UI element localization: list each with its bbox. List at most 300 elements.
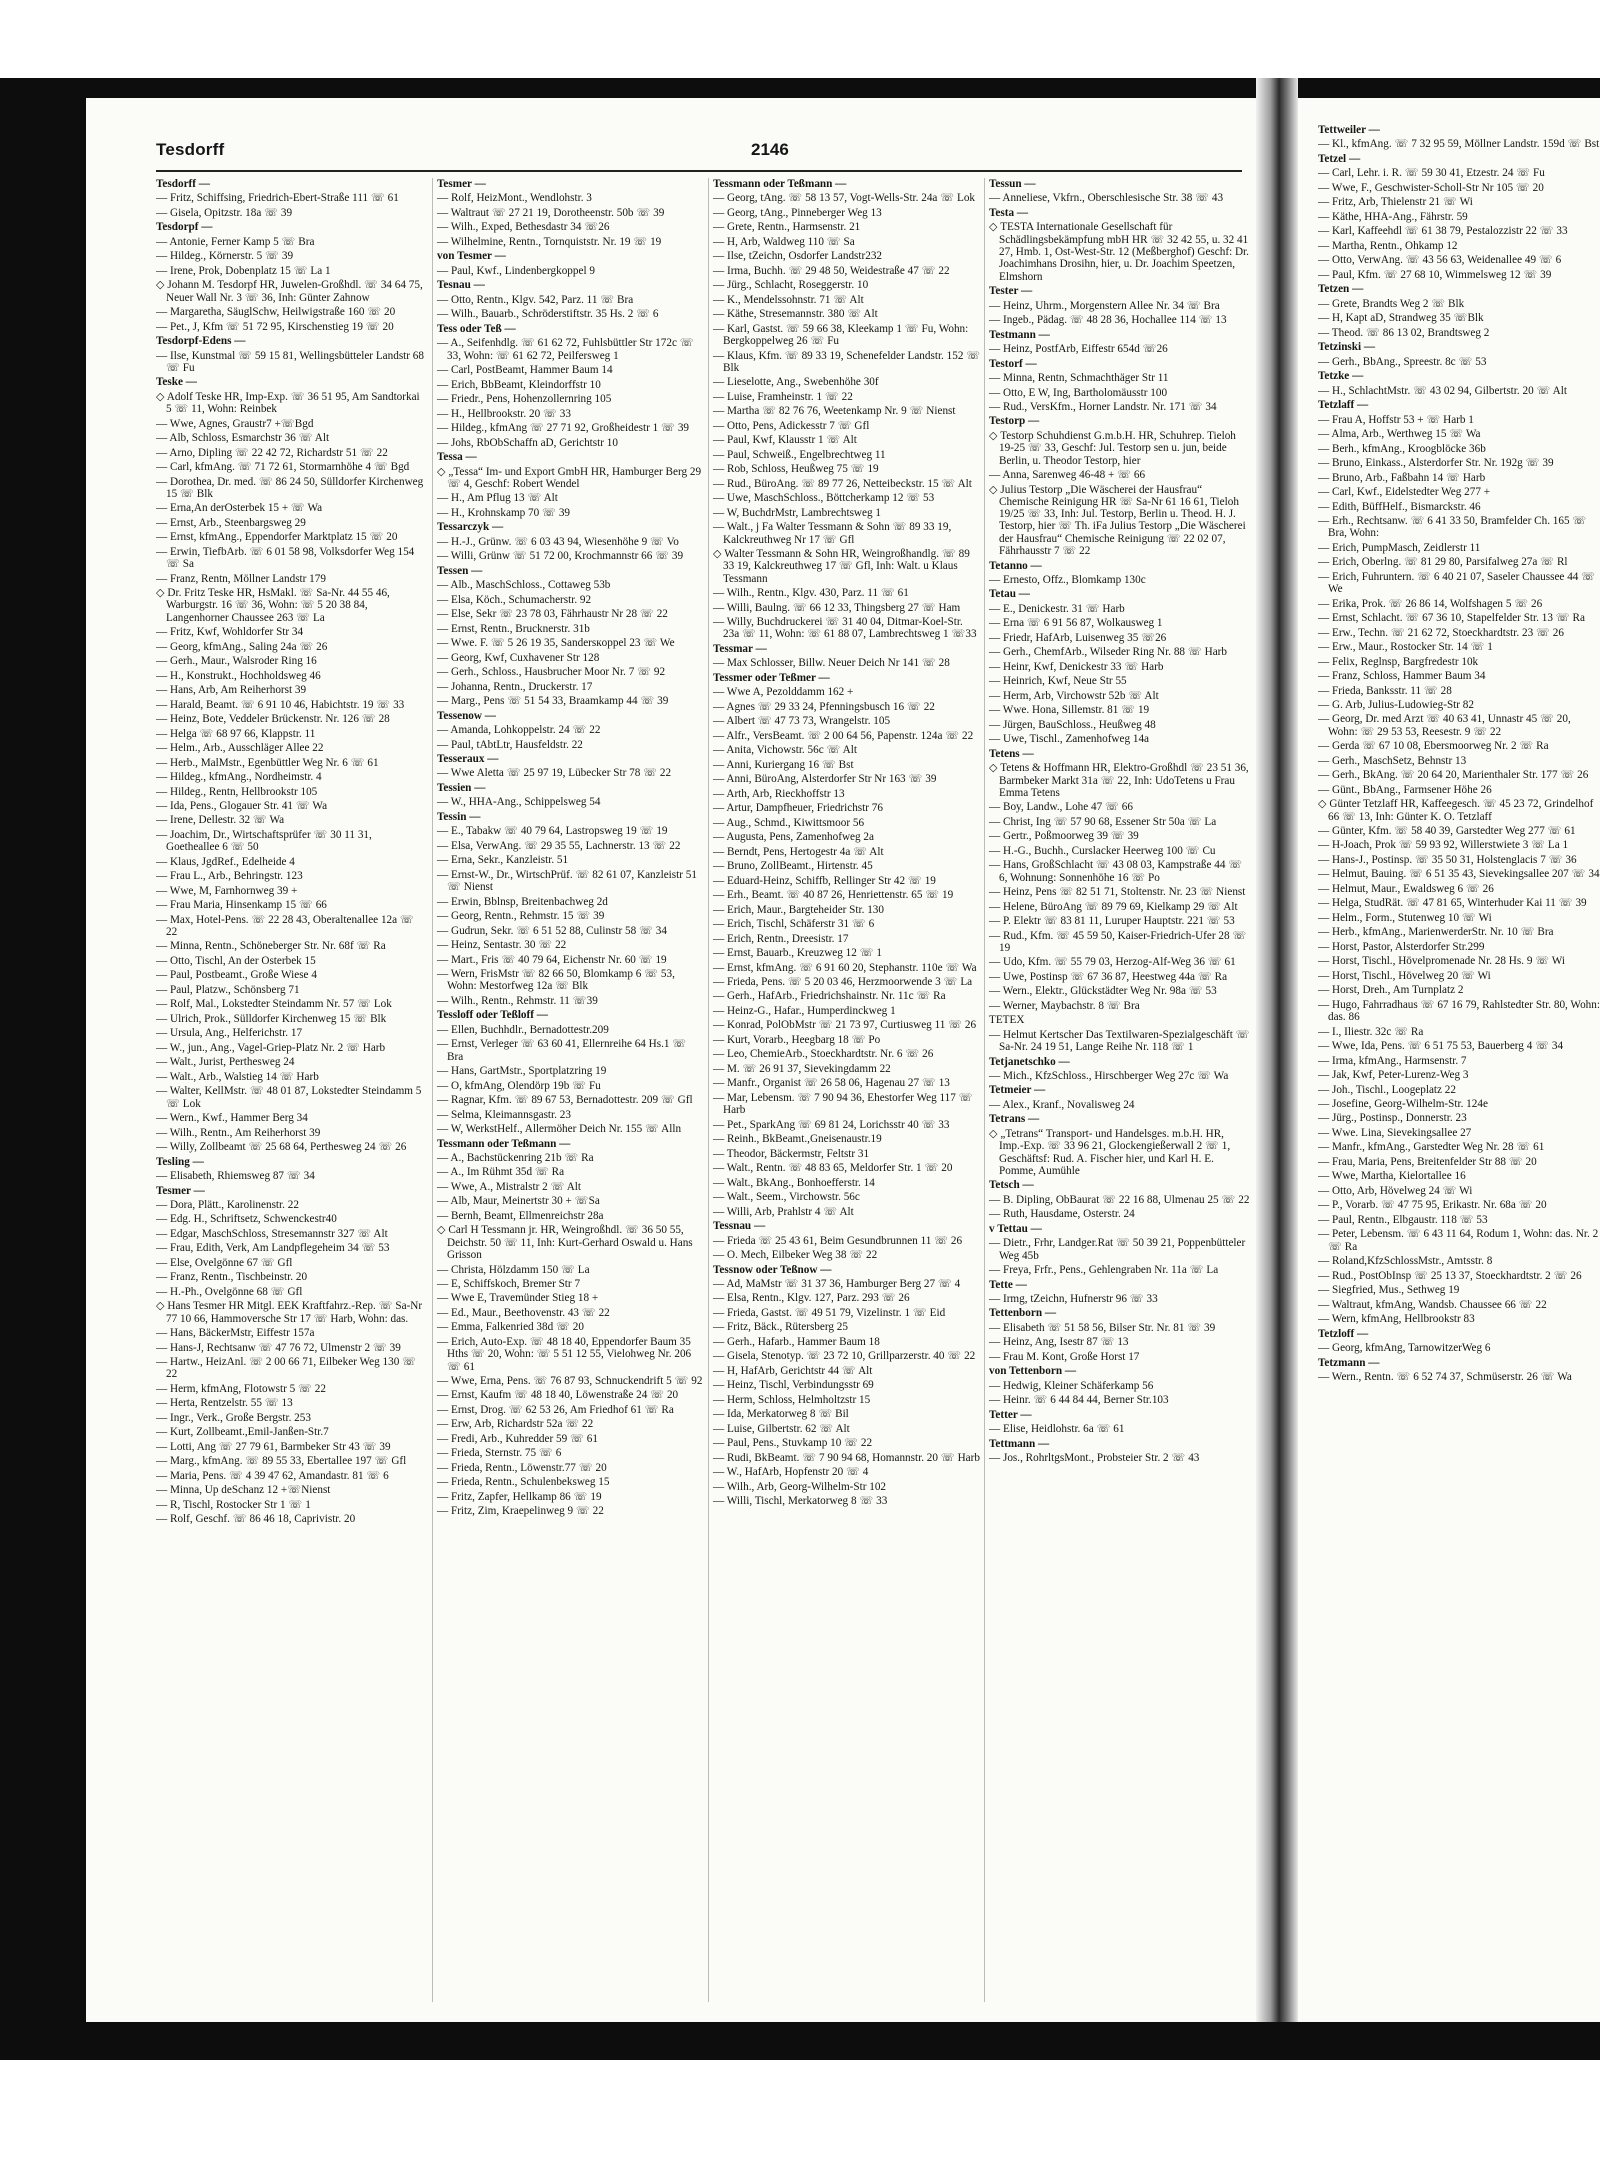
directory-entry: — Heinr. ☏ 6 44 84 44, Berner Str.103 xyxy=(989,1394,1169,1407)
directory-entry: — Frau M. Kont, Große Horst 17 xyxy=(989,1350,1140,1363)
directory-entry: — Else, Sekr ☏ 23 78 03, Fährhaustr Nr 28 ☏ 22 xyxy=(437,608,668,621)
directory-entry: — Wilh., Exped, Bethesdastr 34 ☏26 xyxy=(437,221,610,234)
directory-entry: — Jos., RohrltgsMont., Probsteier Str. 2 ☏ 43 xyxy=(989,1452,1200,1465)
directory-entry: — Jak, Kwf, Peter-Lurenz-Weg 3 xyxy=(1318,1069,1469,1082)
directory-entry: — Eduard-Heinz, Schiffb, Rellinger Str 42 ☏ 19 xyxy=(713,874,936,887)
surname-heading: Testorf — xyxy=(989,357,1037,370)
directory-entry: — Helm., Form., Stutenweg 10 ☏ Wi xyxy=(1318,911,1492,924)
directory-entry: — Elsa, VerwAng. ☏ 29 35 55, Lachnerstr. 13 ☏ 22 xyxy=(437,839,681,852)
scan-dark-border-left xyxy=(0,78,86,2060)
directory-entry: — Gerh., ChemfArb., Wilseder Ring Nr. 88 ☏ Harb xyxy=(989,646,1227,659)
directory-entry: — Günt., BbAng., Farmsener Höhe 26 xyxy=(1318,783,1492,796)
directory-entry: — Paul, Platzw., Schönsberg 71 xyxy=(156,983,300,996)
directory-entry: — A., Im Rühmt 35d ☏ Ra xyxy=(437,1166,565,1179)
directory-entry: — Uwe, Postinsp ☏ 67 36 87, Heestweg 44a ☏ Ra xyxy=(989,970,1228,983)
directory-entry: — Franz, Rentn., Tischbeinstr. 20 xyxy=(156,1271,308,1284)
directory-entry: — Günter, Kfm. ☏ 58 40 39, Garstedter Weg 277 ☏ 61 xyxy=(1318,824,1576,837)
directory-entry: — Joachim, Dr., Wirtschaftsprüfer ☏ 30 11 31, Goetheallee 6 ☏ 50 xyxy=(156,828,372,854)
directory-entry: — Frieda, Pens. ☏ 5 20 03 46, Herzmoorwende 3 ☏ La xyxy=(713,976,973,988)
directory-entry: — Boy, Landw., Lohe 47 ☏ 66 xyxy=(989,801,1133,814)
surname-heading: Tettenborn — xyxy=(989,1307,1057,1320)
directory-entry: — Irmg, tZeichn, Hufnerstr 96 ☏ 33 xyxy=(989,1293,1158,1305)
directory-entry: — Horst, Dreh., Am Turnplatz 2 xyxy=(1318,984,1464,997)
directory-entry: — Helmut Kertscher Das Textilwaren-Spezialgeschäft ☏ Sa-Nr. 24 19 51, Lange Reihe Nr. 118 ☏ 1 xyxy=(989,1028,1250,1054)
running-head-word: Tesdorff xyxy=(156,140,225,159)
surname-heading: Tetanno — xyxy=(989,559,1042,572)
directory-entry: — H, HafArb, Gerichtstr 44 ☏ Alt xyxy=(713,1364,873,1377)
surname-heading: ◇ Testorp Schuhdienst G.m.b.H. HR, Schuhrep. Tieloh 19-25 ☏ 33, Geschf: Jul. Testorp sen u. jun, beide Berlin, u. Theodor Testorp, hier xyxy=(989,429,1236,467)
directory-entry: — Paul, Kwf., Lindenbergkoppel 9 xyxy=(437,264,595,277)
surname-heading: ◇ Julius Testorp „Die Wäscherei der Hausfrau“ Chemische Reinigung HR ☏ Sa-Nr 61 16 61, Tieloh 19/25 ☏ 33, Inh: Jul. Testorp, Berlin u. Theod. H. J. Testorp, hier ☏ Th. iFa Julius Testorp „Die Wäscherei der Hausfrau“ Chemische Reinigung ☏ 22 02 07, Fährhausstr 7 ☏ 22 xyxy=(989,483,1246,558)
directory-entry: — Leo, ChemieArb., Stoeckhardtstr. Nr. 6 ☏ 26 xyxy=(713,1048,934,1061)
directory-entry: — Ingr., Verk., Große Bergstr. 253 xyxy=(156,1411,311,1424)
directory-entry: — Martha, Rentn., Ohkamp 12 xyxy=(1318,239,1458,252)
directory-entry: — Otto, VerwAng. ☏ 43 56 63, Weidenallee 49 ☏ 6 xyxy=(1318,254,1562,267)
directory-entry: — Elisabeth, Rhiemsweg 87 ☏ 34 xyxy=(156,1170,315,1183)
directory-entry: — Frau, Maria, Pens, Breitenfelder Str 88 ☏ 20 xyxy=(1318,1155,1537,1168)
directory-entry: — Rud., Kfm. ☏ 45 59 50, Kaiser-Friedrich-Ufer 28 ☏ 19 xyxy=(989,929,1247,954)
surname-heading: Tesseraux — xyxy=(437,753,499,765)
directory-entry: — Minna, Rentn, Schmachthäger Str 11 xyxy=(989,372,1169,385)
directory-entry: — Erich, Rentn., Dreesistr. 17 xyxy=(713,932,849,945)
directory-entry: — Georg, Rentn., Rehmstr. 15 ☏ 39 xyxy=(437,910,605,923)
directory-entry: — Emma, Falkenried 38d ☏ 20 xyxy=(437,1321,584,1334)
directory-entry: — H, Arb, Waldweg 110 ☏ Sa xyxy=(713,235,855,248)
directory-entry: — Alfr., VersBeamt. ☏ 2 00 64 56, Papenstr. 124a ☏ 22 xyxy=(713,729,974,742)
directory-entry: — H.-G., Buchh., Curslacker Heerweg 100 ☏ Cu xyxy=(989,844,1216,857)
directory-entry: — Walt., j Fa Walter Tessmann & Sohn ☏ 89 33 19, Kalckreuthweg Nr 17 ☏ Gfl xyxy=(713,521,952,546)
directory-entry: — Wwe E, Travemünder Stieg 18 + xyxy=(437,1292,599,1305)
running-head xyxy=(156,140,1236,166)
directory-entry: — H.-Ph., Ovelgönne 68 ☏ Gfl xyxy=(156,1285,303,1298)
directory-entry: — Kl., kfmAng. ☏ 7 32 95 59, Möllner Landstr. 159d ☏ Bst xyxy=(1318,138,1600,151)
directory-entry: — Ernesto, Offz., Blomkamp 130c xyxy=(989,573,1146,586)
directory-entry: — Wwe. F. ☏ 5 26 19 35, Sandersкoppel 23 ☏ We xyxy=(437,637,675,650)
directory-entry: — Helmut, Bauing. ☏ 6 51 35 43, Sievekingsallee 207 ☏ 34 xyxy=(1318,868,1600,881)
directory-entry: — Wilh., Arb, Georg-Wilhelm-Str 102 xyxy=(713,1480,887,1493)
directory-entry: — Gudrun, Sekr. ☏ 6 51 52 88, Culinstr 58 ☏ 34 xyxy=(437,924,667,937)
directory-entry: — Klaus, JgdRef., Edelheide 4 xyxy=(156,855,295,868)
directory-entry: — Otto, Pens, Adickesstr 7 ☏ Gfl xyxy=(713,419,870,432)
header-rule xyxy=(156,170,1242,172)
directory-entry: — Mar, Lebensm. ☏ 7 90 94 36, Ehestorfer Weg 117 ☏ Harb xyxy=(713,1091,973,1117)
directory-entry: — Erna, Sekr., Kanzleistr. 51 xyxy=(437,854,569,867)
directory-entry: — Erich, Auto-Exp. ☏ 48 18 40, Eppendorfer Baum 35 Hths ☏ 20, Wohn: ☏ 5 51 12 55, Vielohweg Nr. 206 ☏ 61 xyxy=(437,1335,692,1373)
surname-heading: Tesdorpf-Edens — xyxy=(156,335,246,348)
directory-entry: — Johanna, Rentn., Druckerstr. 17 xyxy=(437,680,593,693)
directory-entry: — Ilse, Kunstmal ☏ 59 15 81, Wellingsbütteler Landstr 68 ☏ Fu xyxy=(156,349,424,374)
directory-entry: — Josefine, Georg-Wilhelm-Str. 124e xyxy=(1318,1098,1488,1110)
directory-entry: — Walter, KellMstr. ☏ 48 01 87, Lokstedter Steindamm 5 ☏ Lok xyxy=(156,1085,422,1110)
directory-entry: — Käthe, HHA-Ang., Fährstr. 59 xyxy=(1318,210,1468,223)
surname-heading: Tesmer — xyxy=(437,178,486,190)
directory-entry: — Edg. H., Schriftsetz, Schwenckestr40 xyxy=(156,1213,337,1226)
directory-entry: — Ernst, Rentn., Brucknerstr. 31b xyxy=(437,622,590,635)
directory-entry: — Otto, Rentn., Klgv. 542, Parz. 11 ☏ Bra xyxy=(437,293,634,306)
surname-heading: ◇ Tetens & Hoffmann HR, Elektro-Großhdl ☏ 23 51 36, Barmbeker Markt 31a ☏ 22, Inh: UdoTetens u Frau Emma Tetens xyxy=(989,762,1249,799)
surname-heading: Tessin — xyxy=(437,810,481,823)
directory-entry: — Ida, Pens., Glogauer Str. 41 ☏ Wa xyxy=(156,800,328,812)
directory-entry: — H., Krohnskamp 70 ☏ 39 xyxy=(437,506,571,519)
surname-heading: Teske — xyxy=(156,376,197,389)
directory-entry: — Frieda, Gastst. ☏ 49 51 79, Vizelinstr. 1 ☏ Eid xyxy=(713,1306,946,1319)
directory-entry: — Frieda, Rentn., Schulenbeksweg 15 xyxy=(437,1476,610,1489)
directory-entry: — Bruno, Einkass., Alsterdorfer Str. Nr. 192g ☏ 39 xyxy=(1318,457,1554,470)
directory-entry: — Wwe, Martha, Kielortallee 16 xyxy=(1318,1170,1466,1183)
directory-entry: — Freya, Frfr., Pens., Gehlengraben Nr. 11a ☏ La xyxy=(989,1264,1219,1277)
directory-entry: — Klaus, Kfm. ☏ 89 33 19, Schenefelder Landstr. 152 ☏ Blk xyxy=(713,349,981,374)
directory-entry: — Carl, PostBeamt, Hammer Baum 14 xyxy=(437,364,613,377)
directory-column-3 xyxy=(708,178,981,2002)
directory-entry: — Edith, BüffHelf., Bismarckstr. 46 xyxy=(1318,500,1481,513)
directory-entry: — Frieda, Rentn., Löwenstr.77 ☏ 20 xyxy=(437,1461,607,1474)
surname-heading: Tesling — xyxy=(156,1155,204,1168)
directory-entry: — Heinrich, Kwf, Neue Str 55 xyxy=(989,675,1127,688)
surname-heading: Tessenow — xyxy=(437,709,496,722)
directory-entry: — Hedwig, Kleiner Schäferkamp 56 xyxy=(989,1379,1154,1392)
directory-entry: — Pet., SparkAng ☏ 69 81 24, Lorichsstr 40 ☏ 33 xyxy=(713,1118,950,1131)
directory-entry: — Rolf, HeizMont., Wendlohstr. 3 xyxy=(437,192,592,205)
directory-entry: — Friedr, HafArb, Luisenweg 35 ☏26 xyxy=(989,631,1167,644)
surname-heading: Tette — xyxy=(989,1278,1027,1291)
directory-entry: — Amanda, Lohkoppelstr. 24 ☏ 22 xyxy=(437,724,601,737)
directory-entry: — Erich, Fuhruntern. ☏ 6 40 21 07, Saseler Chaussee 44 ☏ We xyxy=(1318,570,1596,596)
directory-entry: — Carl, Lehr. i. R. ☏ 59 30 41, Etzestr. 24 ☏ Fu xyxy=(1318,167,1545,180)
directory-entry: — Wwe, Ida, Pens. ☏ 6 51 75 53, Bauerberg 4 ☏ 34 xyxy=(1318,1040,1564,1053)
directory-entry: — Paul, Schweiß., Engelbrechtweg 11 xyxy=(713,448,886,461)
directory-entry: — Heinz-G., Hafar., Humperdinckweg 1 xyxy=(713,1004,896,1017)
directory-entry: — Luise, Framheinstr. 1 ☏ 22 xyxy=(713,390,853,403)
directory-entry: — Bruno, ZollBeamt., Hirtenstr. 45 xyxy=(713,860,873,873)
directory-entry: — Uwe, Tischl., Zamenhofweg 14a xyxy=(989,733,1150,746)
directory-entry: — W., HHA-Ang., Schippelsweg 54 xyxy=(437,796,601,809)
directory-entry: — P., Vorarb. ☏ 47 75 95, Erikastr. Nr. 68a ☏ 20 xyxy=(1318,1199,1547,1212)
directory-entry: — Bruno, Arb., Faßbahn 14 ☏ Harb xyxy=(1318,471,1486,484)
directory-entry: — Bernh, Beamt, Ellmenreichstr 28a xyxy=(437,1209,604,1222)
surname-heading: Tetens — xyxy=(989,747,1034,760)
directory-entry: — Ida, Merkatorweg 8 ☏ Bil xyxy=(713,1408,849,1421)
directory-entry: — P. Elektr ☏ 83 81 11, Luruper Hauptstr. 221 ☏ 53 xyxy=(989,915,1235,928)
directory-entry: — Herb., MalMstr., Egenbüttler Weg Nr. 6 ☏ 61 xyxy=(156,756,379,769)
surname-heading: Tester — xyxy=(989,285,1033,298)
directory-entry: — Marg., kfmAng. ☏ 89 55 33, Ebertallee 197 ☏ Gfl xyxy=(156,1455,407,1468)
directory-entry: — Paul, Postbeamt., Große Wiese 4 xyxy=(156,969,317,982)
directory-entry: — Willi, Grünw ☏ 51 72 00, Krochmannstr 66 ☏ 39 xyxy=(437,550,684,563)
surname-heading: ◇ Carl H Tessmann jr. HR, Weingroßhdl. ☏ 36 50 55, Deichstr. 50 ☏ 11, Inh: Kurt-Gerhard Oswald u. Hans Grisson xyxy=(437,1224,693,1262)
directory-entry: — Albert ☏ 47 73 73, Wrangelstr. 105 xyxy=(713,715,891,728)
directory-entry: — Georg, Dr. med Arzt ☏ 40 63 41, Unnastr 45 ☏ 20, Wohn: ☏ 29 53 53, Reesestr. 9 ☏ 22 xyxy=(1318,713,1571,738)
directory-entry: — H-Joach, Prok ☏ 59 93 92, Willerstwiete 3 ☏ La 1 xyxy=(1318,839,1569,852)
directory-entry: — Heinz, Bote, Veddeler Brückenstr. Nr. 126 ☏ 28 xyxy=(156,713,390,726)
right-page-column xyxy=(1318,124,1600,2002)
directory-entry: — Frieda ☏ 25 43 61, Beim Gesundbrunnen 11 ☏ 26 xyxy=(713,1234,963,1247)
directory-entry: — Fritz, Schiffsing, Friedrich-Ebert-Straße 111 ☏ 61 xyxy=(156,192,399,205)
surname-heading: Tetjanetschko — xyxy=(989,1055,1070,1068)
directory-entry: — Arno, Dipling ☏ 22 42 72, Richardstr 51 ☏ 22 xyxy=(156,446,388,459)
directory-entry: — Alex., Kranf., Novalisweg 24 xyxy=(989,1098,1135,1111)
directory-entry: — Paul, Rentn., Elbgaustr. 118 ☏ 53 xyxy=(1318,1213,1488,1226)
directory-entry: — Jürg., Schlacht, Roseggerstr. 10 xyxy=(713,279,869,292)
directory-entry: — W, BuchdrMstr, Lambrechtsweg 1 xyxy=(713,506,881,519)
surname-heading: Tetmeier — xyxy=(989,1084,1046,1097)
directory-entry: — Elisabeth ☏ 51 58 56, Bilser Str. Nr. 81 ☏ 39 xyxy=(989,1321,1216,1334)
surname-heading: Tessarczyk — xyxy=(437,521,504,534)
directory-entry: — O. Mech, Eilbeker Weg 38 ☏ 22 xyxy=(713,1249,878,1262)
directory-entry: — Heinz, Tischl, Verbindungsstr 69 xyxy=(713,1379,874,1392)
directory-entry: — Theod. ☏ 86 13 02, Brandtsweg 2 xyxy=(1318,326,1490,339)
directory-entry: — Erich, Tischl, Schäferstr 31 ☏ 6 xyxy=(713,918,875,931)
surname-heading: ◇ Johann M. Tesdorpf HR, Juwelen-Großhdl. ☏ 34 64 75, Neuer Wall Nr. 3 ☏ 36, Inh: Günter Zahnow xyxy=(156,279,423,304)
directory-entry: — Erwin, TiefbArb. ☏ 6 01 58 98, Volksdorfer Weg 154 ☏ Sa xyxy=(156,545,415,571)
directory-entry: — Ursula, Ang., Helferichstr. 17 xyxy=(156,1027,303,1040)
directory-entry: — Frau L., Arb., Behringstr. 123 xyxy=(156,870,303,883)
surname-heading: Tetzmann — xyxy=(1318,1356,1380,1369)
directory-entry: — B. Dipling, ObBaurat ☏ 22 16 88, Ulmenau 25 ☏ 22 xyxy=(989,1193,1250,1206)
directory-entry: — Willy, Zollbeamt ☏ 25 68 64, Perthesweg 24 ☏ 26 xyxy=(156,1141,407,1154)
directory-entry: — Ilse, tZeichn, Osdorfer Landstr232 xyxy=(713,250,883,263)
directory-entry: — Hans-J, Rechtsanw ☏ 47 76 72, Ulmenstr 2 ☏ 39 xyxy=(156,1341,401,1354)
directory-entry: — Alb, Schloss, Esmarchstr 36 ☏ Alt xyxy=(156,432,330,445)
directory-entry: — Elsa, Köch., Schumacherstr. 92 xyxy=(437,593,592,606)
directory-entry: — Christa, Hölzdamm 150 ☏ La xyxy=(437,1263,590,1276)
directory-entry: — Erna ☏ 6 91 56 87, Wolkausweg 1 xyxy=(989,617,1163,630)
directory-entry: — Gerh., Schloss., Hausbrucher Moor Nr. 7 ☏ 92 xyxy=(437,666,666,679)
directory-entry: — Hans, Arb, Am Reiherhorst 39 xyxy=(156,684,307,697)
directory-entry: — Irene, Prok, Dobenplatz 15 ☏ La 1 xyxy=(156,264,331,277)
directory-entry: — Wilh., Rentn., Klgv. 430, Parz. 11 ☏ 61 xyxy=(713,587,909,600)
scan-dark-border-top xyxy=(86,78,1600,98)
directory-entry: — Agnes ☏ 29 33 24, Pfenningsbusch 16 ☏ 22 xyxy=(713,700,935,713)
directory-entry: — Mart., Fris ☏ 40 79 64, Eichenstr Nr. 60 ☏ 19 xyxy=(437,953,667,966)
directory-entry: — Ad, MaMstr ☏ 31 37 36, Hamburger Berg 27 ☏ 4 xyxy=(713,1277,961,1290)
directory-entry: — Dietr., Frhr, Landger.Rat ☏ 50 39 21, Poppenbütteler Weg 45b xyxy=(989,1237,1246,1262)
surname-heading: Tessmar — xyxy=(713,642,767,655)
directory-entry: — Walt., Arb., Walstieg 14 ☏ Harb xyxy=(156,1070,319,1083)
directory-entry: — Gerh., MaschSetz, Behnstr 13 xyxy=(1318,754,1467,767)
directory-entry: — Hildeg., Rentn, Hellbrookstr 105 xyxy=(156,785,318,798)
directory-entry: — Elise, Heidlohstr. 6a ☏ 61 xyxy=(989,1423,1125,1436)
directory-entry: — Wern, FrisMstr ☏ 82 66 50, Blomkamp 6 ☏ 53, Wohn: Mestorfweg 12a ☏ Blk xyxy=(437,968,675,993)
directory-entry: — Gerh., HafArb., Friedrichshainstr. Nr. 11c ☏ Ra xyxy=(713,990,946,1003)
directory-entry: — Georg, kfmAng, TarnowitzerWeg 6 xyxy=(1318,1342,1491,1355)
surname-heading: Tesnau — xyxy=(437,279,485,292)
directory-entry: — O, kfmAng, Olendörp 19b ☏ Fu xyxy=(437,1079,601,1092)
directory-entry: — W., HafArb, Hopfenstr 20 ☏ 4 xyxy=(713,1466,869,1479)
directory-columns xyxy=(156,178,1250,2002)
directory-entry: — Anni, BüroAng, Alsterdorfer Str Nr 163 ☏ 39 xyxy=(713,773,937,786)
directory-entry: — Augusta, Pens, Zamenhofweg 2a xyxy=(713,831,874,844)
directory-entry: — Manfr., Organist ☏ 26 58 06, Hagenau 27 ☏ 13 xyxy=(713,1077,950,1090)
directory-entry: — Maria, Pens. ☏ 4 39 47 62, Amandastr. 81 ☏ 6 xyxy=(156,1469,389,1482)
directory-entry: — Gertr., Poßmoorweg 39 ☏ 39 xyxy=(989,830,1139,843)
directory-entry: — Wern., Kwf., Hammer Berg 34 xyxy=(156,1112,308,1125)
directory-entry: — Paul, Pens., Stuvkamp 10 ☏ 22 xyxy=(713,1437,873,1450)
directory-entry: — W, WerkstHelf., Allermöher Deich Nr. 155 ☏ Alln xyxy=(437,1123,682,1136)
directory-entry: — Franz, Schloss, Hammer Baum 34 xyxy=(1318,670,1486,683)
directory-entry: — Willy, Buchdruckerei ☏ 31 40 04, Ditmar-Koel-Str. 23a ☏ 11, Wohn: ☏ 61 88 07, Lambrechtsweg 1 ☏33 xyxy=(713,616,977,641)
surname-heading: Tessnau — xyxy=(713,1220,766,1233)
directory-entry: — Max, Hotel-Pens. ☏ 22 28 43, Oberaltenallee 12a ☏ 22 xyxy=(156,913,414,938)
scan-dark-border-bottom xyxy=(0,2022,1600,2060)
directory-entry: — Gerh., Hafarb., Hammer Baum 18 xyxy=(713,1335,880,1348)
directory-entry: — Anni, Kuriergang 16 ☏ Bst xyxy=(713,758,854,771)
surname-heading: Tetzke — xyxy=(1318,370,1364,383)
directory-entry: — Helene, BüroAng ☏ 89 79 69, Kielkamp 29 ☏ Alt xyxy=(989,900,1238,913)
directory-entry: — Fritz, Bäck., Rütersberg 25 xyxy=(713,1321,848,1334)
directory-entry: — Else, Ovelgönne 67 ☏ Gfl xyxy=(156,1256,293,1269)
directory-entry: — Uwe, MaschSchloss., Böttcherkamp 12 ☏ 53 xyxy=(713,492,935,505)
surname-heading: ◇ Walter Tessmann & Sohn HR, Weingroßhandlg. ☏ 89 33 19, Kalckreuthweg 17 ☏ Gfl, Inh: Walt. u Klaus Tessmann xyxy=(713,548,970,585)
surname-heading: ◇ Hans Tesmer HR Mitgl. EEK Kraftfahrz.-Rep. ☏ Sa-Nr 77 10 66, Hammoversche Str 17 ☏ Harb, Wohn: das. xyxy=(156,1300,423,1325)
directory-entry: — Martha ☏ 82 76 76, Weetenkamp Nr. 9 ☏ Nienst xyxy=(713,405,956,418)
directory-entry: — Ruth, Hausdame, Osterstr. 24 xyxy=(989,1208,1135,1221)
directory-entry: — Siegfried, Mus., Sethweg 19 xyxy=(1318,1284,1460,1297)
directory-entry: — Hildeg., kfmAng., Nordheimstr. 4 xyxy=(156,771,322,784)
surname-heading: Tettweiler — xyxy=(1318,124,1380,136)
directory-entry: — Paul, Kfm. ☏ 27 68 10, Wimmelsweg 12 ☏ 39 xyxy=(1318,268,1552,281)
directory-entry: — Fritz, Arb, Thielenstr 21 ☏ Wi xyxy=(1318,196,1473,209)
directory-entry: — Anita, Vichowstr. 56c ☏ Alt xyxy=(713,744,857,757)
directory-entry: — Wilh., Rentn., Rehmstr. 11 ☏39 xyxy=(437,994,598,1007)
directory-entry: — Werner, Maybachstr. 8 ☏ Bra xyxy=(989,999,1140,1012)
directory-entry: — Johs, RbObSchaffn aD, Gerichtstr 10 xyxy=(437,436,618,449)
surname-heading: Tetzinski — xyxy=(1318,341,1376,354)
directory-entry: — Georg, Kwf, Cuxhavener Str 128 xyxy=(437,651,600,664)
directory-entry: — Wwe. Lina, Sievekingsallee 27 xyxy=(1318,1126,1472,1139)
directory-entry: — A., Bachstückenring 21b ☏ Ra xyxy=(437,1152,594,1164)
surname-heading: Tessen — xyxy=(437,564,483,577)
directory-entry: — Dora, Plätt., Karolinenstr. 22 xyxy=(156,1199,299,1211)
directory-entry: — Hildeg., kfmAng ☏ 27 71 92, Großheidestr 1 ☏ 39 xyxy=(437,422,690,435)
surname-heading: Tetau — xyxy=(989,588,1030,601)
surname-heading: Tetzloff — xyxy=(1318,1327,1369,1340)
directory-entry: — Wern, kfmAng, Hellbrookstr 83 xyxy=(1318,1313,1475,1326)
directory-entry: — Erich, BbBeamt, Kleindorffstr 10 xyxy=(437,378,601,391)
directory-entry: — Heinz, Sentastr. 30 ☏ 22 xyxy=(437,939,567,952)
directory-entry: — Wwe, A., Mistralstr 2 ☏ Alt xyxy=(437,1180,581,1193)
surname-heading: ◇ TESTA Internationale Gesellschaft für Schädlingsbekämpfung mbH HR ☏ 32 42 55, u. 32 41 27, Hmb. 1, Ost-West-Str. 12 (Meßberghof) Geschf: Dr. Joachimhans Drosihn, hier, u. Dr. Joachim Speetzen, Elmshorn xyxy=(989,221,1249,283)
surname-heading: Tessmer oder Teßmer — xyxy=(713,671,830,684)
directory-entry: — Erna,An derOsterbek 15 + ☏ Wa xyxy=(156,502,323,515)
directory-entry: — Wwe, Erna, Pens. ☏ 76 87 93, Schnuckendrift 5 ☏ 92 xyxy=(437,1375,703,1387)
surname-heading: Tesmer — xyxy=(156,1184,205,1197)
directory-entry: — Lieselotte, Ang., Swebenhöhe 30f xyxy=(713,376,879,389)
directory-entry: — Herm, Schloss, Helmholtzstr 15 xyxy=(713,1393,871,1406)
directory-entry: — Käthe, Stresemannstr. 380 ☏ Alt xyxy=(713,308,878,321)
surname-heading: Tetzlaff — xyxy=(1318,399,1369,412)
surname-heading: Tesdorff — xyxy=(156,178,210,190)
directory-entry: — Minna, Up deSchanz 12 +☏Nienst xyxy=(156,1484,331,1497)
directory-entry: — Erwin, Bblnsp, Breitenbachweg 2d xyxy=(437,895,608,908)
directory-entry: — Karl, Kaffeehdl ☏ 61 38 79, Pestalozzistr 22 ☏ 33 xyxy=(1318,225,1568,238)
directory-entry: — Rolf, Geschf. ☏ 86 46 18, Caprivistr. 20 xyxy=(156,1513,356,1526)
surname-heading: ◇ Dr. Fritz Teske HR, HsMakl. ☏ Sa-Nr. 44 55 46, Warburgstr. 16 ☏ 36, Wohn: ☏ 5 20 38 84, Langenhorner Chaussee 263 ☏ La xyxy=(156,587,390,624)
directory-entry: — E., Denickestr. 31 ☏ Harb xyxy=(989,602,1125,615)
directory-entry: — Herta, Rentzelstr. 55 ☏ 13 xyxy=(156,1397,293,1410)
directory-entry: — Ernst, Verleger ☏ 63 60 41, Ellernreihe 64 Hs.1 ☏ Bra xyxy=(437,1038,687,1063)
directory-entry: — H., Konstrukt., Hochholdsweg 46 xyxy=(156,669,321,682)
directory-entry: — Otto, E W, Ing, Bartholomäusstr 100 xyxy=(989,386,1168,399)
surname-heading: Tessnow oder Teßnow — xyxy=(713,1263,832,1276)
directory-entry: — Kurt, Vorarb., Heegbarg 18 ☏ Po xyxy=(713,1033,881,1046)
directory-entry: — Rud., PostObInsp ☏ 25 13 37, Stoeckhardtstr. 2 ☏ 26 xyxy=(1318,1269,1582,1282)
directory-entry: — Felix, Reglnsp, Bargfredestr 10k xyxy=(1318,655,1479,668)
directory-entry: — Friedr., Pens, Hohenzollernring 105 xyxy=(437,393,612,406)
directory-entry: — Grete, Rentn., Harmsenstr. 21 xyxy=(713,221,861,234)
surname-heading: Tessmann oder Teßmann — xyxy=(437,1137,571,1150)
directory-column-2 xyxy=(432,178,705,2002)
directory-entry: — Hans, GartMstr., Sportplatzring 19 xyxy=(437,1065,607,1078)
directory-entry: — Konrad, PolObMstr ☏ 21 73 97, Curtiusweg 11 ☏ 26 xyxy=(713,1019,977,1032)
directory-entry: — Berh., kfmAng., Kroogblöcke 36b xyxy=(1318,442,1486,455)
directory-entry: — Edgar, MaschSchloss, Stresemannstr 327 ☏ Alt xyxy=(156,1227,388,1240)
directory-entry: — Margaretha, SäuglSchw, Heilwigstraße 160 ☏ 20 xyxy=(156,306,396,319)
directory-entry: — M. ☏ 26 91 37, Sievekingdamm 22 xyxy=(713,1062,891,1075)
surname-heading: Tetsch — xyxy=(989,1179,1034,1192)
directory-entry: — Erich, PumpMasch, Zeidlerstr 11 xyxy=(1318,541,1481,554)
directory-entry: — Kurt, Zollbeamt.,Emil-Janßen-Str.7 xyxy=(156,1426,329,1439)
directory-entry: — Gerh., Maur., Walsroder Ring 16 xyxy=(156,655,317,668)
directory-entry: — Ernst, kfmAng., Eppendorfer Marktplatz 15 ☏ 20 xyxy=(156,531,398,544)
directory-entry: — Helmut, Maur., Ewaldsweg 6 ☏ 26 xyxy=(1318,882,1494,895)
directory-entry: — Wwe. Hona, Sillemstr. 81 ☏ 19 xyxy=(989,704,1150,717)
directory-column-4 xyxy=(984,178,1251,2002)
directory-entry: — R, Tischl, Rostocker Str 1 ☏ 1 xyxy=(156,1498,311,1511)
directory-page-left xyxy=(86,98,1256,2022)
directory-entry: — Gisela, Stenotyp. ☏ 23 72 10, Grillparzerstr. 40 ☏ 22 xyxy=(713,1350,976,1363)
directory-entry: — Willi, Tischl, Merkatorweg 8 ☏ 33 xyxy=(713,1495,888,1508)
directory-entry: — Georg, kfmAng., Saling 24a ☏ 26 xyxy=(156,640,328,653)
directory-entry: — Carl, kfmAng. ☏ 71 72 61, Stormarnhöhe 4 ☏ Bgd xyxy=(156,461,410,474)
directory-entry: — Fredi, Arb., Kuhredder 59 ☏ 61 xyxy=(437,1432,598,1445)
directory-entry: — Helm., Arb., Ausschläger Allee 22 xyxy=(156,742,324,755)
directory-entry: — Horst, Tischl., Hövelpromenade Nr. 28 Hs. 9 ☏ Wi xyxy=(1318,955,1566,968)
directory-entry: — Lotti, Ang ☏ 27 79 61, Barmbeker Str 43 ☏ 39 xyxy=(156,1440,391,1453)
directory-entry: — Wern., Elektr., Glückstädter Weg Nr. 98a ☏ 53 xyxy=(989,985,1217,998)
directory-column-1 xyxy=(156,178,424,2002)
directory-entry: — Alb., MaschSchloss., Cottaweg 53b xyxy=(437,579,611,592)
directory-entry: — Christ, Ing ☏ 57 90 68, Essener Str 50a ☏ La xyxy=(989,815,1217,828)
directory-entry: — Willi, Arb, Prahlstr 4 ☏ Alt xyxy=(713,1205,854,1218)
directory-entry: — Frieda, Banksstr. 11 ☏ 28 xyxy=(1318,684,1452,697)
book-gutter xyxy=(1256,78,1298,2022)
directory-entry: — Walt., Rentn. ☏ 48 83 65, Meldorfer Str. 1 ☏ 20 xyxy=(713,1162,953,1175)
surname-heading: ◇ Günter Tetzlaff HR, Kaffeegesch. ☏ 45 23 72, Grindelhof 66 ☏ 13, Inh: Günter K. O. Tetzlaff xyxy=(1318,798,1594,823)
directory-entry: — Selma, Kleimannsgastr. 23 xyxy=(437,1108,571,1121)
directory-entry: — Wwe, F., Geschwister-Scholl-Str Nr 105 ☏ 20 xyxy=(1318,181,1544,194)
directory-entry: — Elsa, Rentn., Klgv. 127, Parz. 293 ☏ 26 xyxy=(713,1292,910,1305)
directory-entry: — Georg, tAng., Pinneberger Weg 13 xyxy=(713,206,882,219)
directory-entry: — Otto, Tischl, An der Osterbek 15 xyxy=(156,954,316,967)
directory-entry: — Frau, Edith, Verk, Am Landpflegeheim 34 ☏ 53 xyxy=(156,1242,390,1255)
directory-entry: — Herm, Arb, Virchowstr 52b ☏ Alt xyxy=(989,689,1159,702)
directory-entry: — Ulrich, Prok., Sülldorfer Kirchenweg 15 ☏ Blk xyxy=(156,1012,387,1025)
directory-entry: — Erika, Prok. ☏ 26 86 14, Wolfshagen 5 ☏ 26 xyxy=(1318,597,1543,610)
surname-heading: Tessloff oder Teßloff — xyxy=(437,1009,548,1022)
directory-entry: — Erh., Rechtsanw. ☏ 6 41 33 50, Bramfelder Ch. 165 ☏ Bra, Wohn: xyxy=(1318,515,1587,540)
directory-entry: — Gerda ☏ 67 10 08, Ebersmoorweg Nr. 2 ☏ Ra xyxy=(1318,740,1549,753)
surname-heading: Testorp — xyxy=(989,415,1040,428)
surname-heading: von Tettenborn — xyxy=(989,1365,1077,1378)
directory-entry: — Heinz, Pens ☏ 82 51 71, Stoltenstr. Nr. 23 ☏ Nienst xyxy=(989,886,1246,899)
directory-entry: — Frau Maria, Hinsenkamp 15 ☏ 66 xyxy=(156,899,327,912)
directory-entry: — Waltraut, kfmAng, Wandsb. Chaussee 66 ☏ 22 xyxy=(1318,1298,1547,1311)
surname-heading: ◇ „Tetrans“ Transport- und Handelsges. m.b.H. HR, Imp.-Exp. ☏ 33 96 21, Glockengießerwall 2 ☏ 1, Geschäftsf: Rud. A. Fischer hier, und Karl H. E. Pomme, Aumühle xyxy=(989,1127,1231,1177)
directory-entry: — Heinz, Uhrm., Morgenstern Allee Nr. 34 ☏ Bra xyxy=(989,299,1220,312)
directory-entry: — Heinz, Ang, Isestr 87 ☏ 13 xyxy=(989,1336,1129,1349)
directory-entry: — Ernst, kfmAng. ☏ 6 91 60 20, Stephanstr. 110e ☏ Wa xyxy=(713,961,977,974)
directory-entry: — Wilh., Bauarb., Schröderstiftstr. 35 Hs. 2 ☏ 6 xyxy=(437,308,659,321)
